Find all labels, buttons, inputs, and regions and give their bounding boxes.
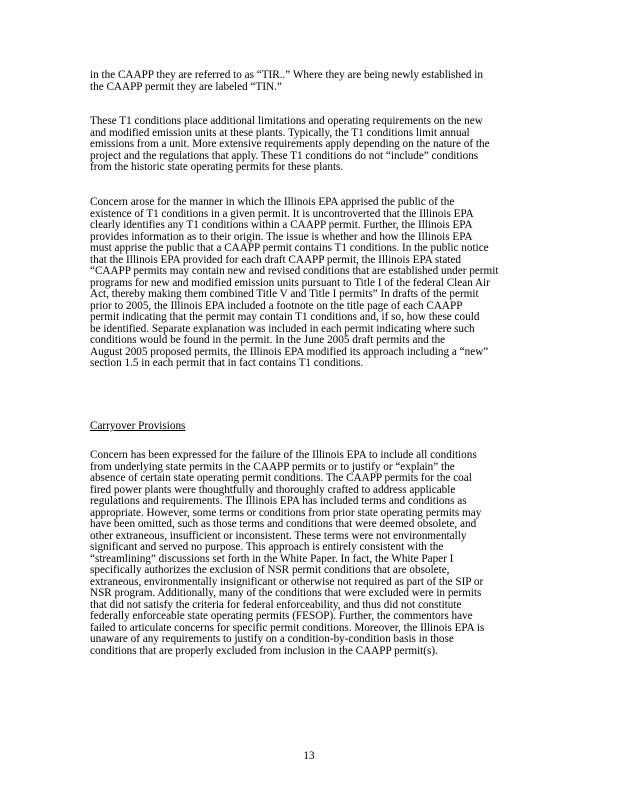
text-line: failed to articulate concerns for specific permit conditions. Moreover, the Illinois EPA is [90,621,485,634]
text-line: permit indicating that the permit may contain T1 conditions and, if so, how these could [90,311,480,323]
text-line: absence of certain state operating permit conditions. The CAAPP permits for the coal [90,472,472,484]
text-line: prior to 2005, the Illinois EPA included a footnote on the title page of each CAAPP [90,299,463,312]
text-line: the CAAPP permit they are labeled “TIN.” [90,80,282,93]
text-line: Concern arose for the manner in which the Illinois EPA apprised the public of the [90,196,455,208]
text-line: These T1 conditions place additional limitations and operating requirements on the new [90,115,483,127]
text-line: other extraneous, insufficient or inconsistent. These terms were not environmentally [90,529,467,542]
text-line: unaware of any requirements to justify on a condition-by-condition basis in those [90,633,454,645]
paragraph-3 [90,197,550,370]
text-line: have been omitted, such as those terms and conditions that were deemed obsolete, and [90,518,477,530]
page-number: 13 [303,750,315,762]
text-line: section 1.5 in each permit that in fact contains T1 conditions. [90,357,364,369]
text-line: emissions from a unit. More extensive requirements apply depending on the nature of the [90,138,490,150]
text-line: regulations and requirements. The Illinois EPA has included terms and conditions as [90,495,467,507]
text-line: from the historic state operating permits for these plants. [90,161,344,173]
text-line: “streamlining” discussions set forth in the White Paper. In fact, the White Paper I [90,552,454,565]
text-line: Concern has been expressed for the failure of the Illinois EPA to include all conditions [90,449,477,461]
text-line: conditions that are properly excluded from inclusion in the CAAPP permit(s). [90,644,438,657]
text-line: be identified. Separate explanation was included in each permit indicating where such [90,322,475,335]
text-line: NSR program. Additionally, many of the conditions that were excluded were in permits [90,587,482,599]
text-line: clearly identifies any T1 conditions within a CAAPP permit. Further, the Illinois EPA [90,219,473,231]
text-line: project and the regulations that apply. These T1 conditions do not “include” conditions [90,149,479,162]
paragraph-2 [90,116,550,174]
text-line: “CAAPP permits may contain new and revised conditions that are established under permit [90,265,499,277]
text-line: in the CAAPP they are referred to as “TIR..” Where they are being newly established in [90,69,483,81]
text-line: existence of T1 conditions in a given permit. It is uncontroverted that the Illinois EPA [90,207,474,220]
section-heading: Carryover Provisions [90,420,186,432]
text-line: and modified emission units at these plants. Typically, the T1 conditions limit annual [90,126,470,139]
text-line: August 2005 proposed permits, the Illinois EPA modified its approach including a “new” [90,345,489,358]
text-line: provides information as to their origin. The issue is whether and how the Illinois EPA [90,230,473,243]
text-line: from underlying state permits in the CAAPP permits or to justify or “explain” the [90,460,455,473]
text-line: specifically authorizes the exclusion of NSR permit conditions that are obsolete, [90,564,450,576]
text-line: that the Illinois EPA provided for each draft CAAPP permit, the Illinois EPA stated [90,253,462,266]
text-line: programs for new and modified emission units pursuant to Title I of the federal Clean Air [90,276,490,289]
text-line: significant and served no purpose. This approach is entirely consistent with the [90,541,444,553]
text-line: conditions would be found in the permit. In the June 2005 draft permits and the [90,334,446,346]
text-line: extraneous, environmentally insignificant or otherwise not required as part of the SIP or [90,575,484,588]
text-line: appropriate. However, some terms or conditions from prior state operating permits may [90,506,482,519]
text-line: must apprise the public that a CAAPP permit contains T1 conditions. In the public notice [90,242,489,254]
text-line: fired power plants were thoughtfully and thoroughly crafted to address applicable [90,483,456,496]
paragraph-4 [90,450,550,657]
text-line: that did not satisfy the criteria for federal enforceability, and thus did not constitute [90,598,462,611]
text-line: Act, thereby making them combined Title V and Title I permits” In drafts of the permit [90,288,479,300]
text-line: federally enforceable state operating permits (FESOP). Further, the commentors have [90,610,473,622]
paragraph-1 [90,70,550,93]
